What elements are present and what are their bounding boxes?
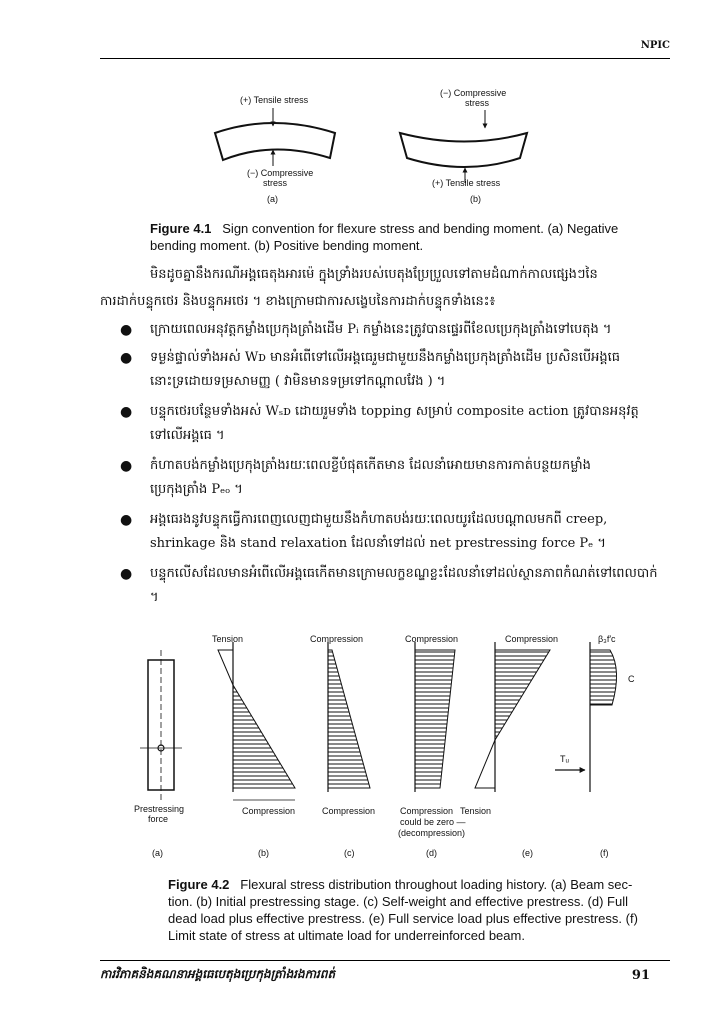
bullet-5-line-0: បន្ទុកលើសដែលមានអំពើលើអង្គធេកើតមានក្រោមលក្ខខណ្ឌខ្លះដែលនាំទៅដល់ស្ថានភាពកំណត់ទៅពេលបាក់ ។ (150, 566, 658, 605)
fig2c-compression-label: Compression (322, 806, 376, 816)
bullet-1-line-0: ទម្ងន់ផ្ទាល់ទាំងអស់ Wᴅ មានអំពើទៅលើអង្គធេរួមជាមួយនឹងកម្លាំងប្រេកុងត្រាំងដើម ប្រសិនបើអង្គធេ (150, 350, 620, 365)
fig2e-tension-area (475, 740, 495, 788)
fig1a-bottom-label-2: stress (263, 178, 288, 188)
fig2d-compression-label-1: Compression (400, 806, 454, 816)
footer-rule (100, 960, 670, 961)
bullet-3-line-0: កំហាតបង់កម្លាំងប្រេកុងត្រាំងរយៈពេលខ្លីបំផុតកើតមាន ដែលនាំអោយមានការកាត់បន្ថយកម្លាំង (150, 458, 591, 473)
header-rule (100, 58, 670, 59)
figure-4-2-number: Figure 4.2 (168, 877, 230, 892)
fig2e-compression-top-label: Compression (505, 634, 559, 644)
bullet-item (118, 454, 670, 502)
fig2b-tag: (b) (258, 848, 269, 858)
fig2a-prestressing-1: Prestressing (134, 804, 185, 814)
fig1b-top-label-1: (−) Compressive (440, 88, 507, 98)
header-org: NPIC (640, 40, 670, 51)
bullet-dot: ● (120, 322, 133, 338)
fig1a-tag: (a) (267, 194, 278, 204)
bullet-dot: ● (120, 512, 133, 528)
fig2d-compression-area (415, 650, 455, 788)
figure-4-1-caption-line-1: Sign convention for flexure stress and bending moment. (a) Negative (222, 221, 619, 236)
bullet-3-line-1: ប្រេកុងត្រាំង Pₑₒ ។ (150, 482, 243, 497)
figure-4-1-number: Figure 4.1 (150, 221, 212, 236)
bullet-4-line-0: អង្គធេរងនូវបន្ទុកធ្វើការពេញលេញជាមួយនឹងកំហាតបង់រយៈពេលយូរដែលបណ្តាលមកពី creep, (150, 512, 608, 527)
bullet-dot: ● (120, 350, 133, 366)
fig2e-tension-label: Tension (460, 806, 492, 816)
figure-4-2-caption-line-3: dead load plus effective prestress. (e) Full service load plus effective prestress. (f) (168, 911, 638, 926)
fig2f-tw-label: Tᵤ (560, 754, 569, 764)
fig1b-beam (400, 133, 527, 167)
figure-4-2-caption-line-4: Limit state of stress at ultimate load for underreinforced beam. (168, 928, 525, 943)
bullet-dot: ● (120, 566, 133, 582)
fig1a-bottom-label-1: (−) Compressive (247, 168, 314, 178)
figure-4-2 (130, 630, 670, 870)
figure-4-1-caption (150, 220, 670, 254)
fig2d-compression-top-label: Compression (405, 634, 459, 644)
figure-4-2-caption-line-2: tion. (b) Initial prestressing stage. (c) Self-weight and effective prestress. (d) Full (168, 894, 629, 909)
bullet-dot: ● (120, 404, 133, 420)
fig2d-compression-label-2: could be zero — (400, 817, 466, 827)
figure-4-1 (195, 78, 535, 218)
fig2f-tag: (f) (600, 848, 609, 858)
bullet-2-line-1: ទៅលើអង្គធេ ។ (150, 428, 225, 443)
bullet-item (118, 400, 670, 448)
fig2b-tension-area (218, 650, 233, 685)
fig2d-tag: (d) (426, 848, 437, 858)
bullet-2-line-0: បន្ទុកថេរបន្ថែមទាំងអស់ Wₛᴅ ដោយរួមទាំង topping សម្រាប់ composite action ត្រូវបានអនុវត្ត (150, 404, 639, 419)
bullet-dot: ● (120, 458, 133, 474)
bullet-item (118, 508, 670, 556)
fig2f-compression-block (590, 650, 617, 705)
fig1b-tag: (b) (470, 194, 481, 204)
fig2e-compression-area (495, 650, 550, 740)
fig2b-compression-area (233, 685, 295, 788)
page-number: 91 (631, 968, 650, 983)
fig2d-compression-label-3: (decompression) (398, 828, 466, 838)
bullet-item (118, 562, 670, 610)
fig1a-top-label: (+) Tensile stress (240, 95, 309, 105)
bullet-list (118, 318, 670, 614)
fig2a-tag: (a) (152, 848, 163, 858)
fig2c-tag: (c) (344, 848, 355, 858)
bullet-0-line-0: ក្រោយពេលអនុវត្តកម្លាំងប្រេកុងត្រាំងដើម Pᵢ កម្លាំងនេះត្រូវបានផ្ទេរពីខែលប្រេកុងត្រាំងទៅបេតុង ។ (150, 322, 612, 337)
footer-title: ការវិភាគនិងគណនាអង្គធេបេតុងប្រេកុងត្រាំងរងការពត់ (100, 967, 336, 981)
bullet-4-line-1: shrinkage និង stand relaxation ដែលនាំទៅដល់ net prestressing force Pₑ ។ (150, 536, 606, 551)
fig2b-compression-label: Compression (242, 806, 296, 816)
fig2b-tension-label: Tension (212, 634, 244, 644)
figure-4-2-caption (168, 876, 668, 944)
fig1a-beam (215, 123, 335, 160)
fig1b-bottom-label: (+) Tensile stress (432, 178, 501, 188)
fig2c-compression-top-label: Compression (310, 634, 364, 644)
fig2e-tag: (e) (522, 848, 533, 858)
intro-line-2: ការដាក់បន្ទុកថេរ និងបន្ទុកអថេរ ។ ខាងក្រោមជាការសង្ខេបនៃការដាក់បន្ទុកទាំងនេះ៖ (100, 294, 496, 309)
page-footer (100, 960, 670, 983)
figure-4-2-caption-line-1: Flexural stress distribution throughout loading history. (a) Beam sec- (240, 877, 633, 892)
fig1b-top-label-2: stress (465, 98, 490, 108)
fig2f-beta-label: β₃f′c (598, 634, 616, 644)
intro-line-1: មិនដូចគ្នានឹងករណីអង្គធេតុងអារម៉េ ក្នុងទ្រាំងរបស់បេតុងប្រែប្រួលទៅតាមដំណាក់កាលផ្សេងៗនៃ (150, 267, 598, 282)
bullet-1-line-1: នោះទ្រដោយទម្រសាមញ្ញ ( វាមិនមានទម្រទៅកណ្តាលវែង ) ។ (150, 374, 446, 389)
fig2f-c-label: C (628, 674, 635, 684)
bullet-item (118, 346, 670, 394)
fig2a-prestressing-2: force (148, 814, 169, 824)
figure-4-1-caption-line-2: bending moment. (b) Positive bending moment. (150, 238, 424, 253)
fig2c-compression-area (328, 650, 370, 788)
bullet-item (118, 318, 670, 342)
